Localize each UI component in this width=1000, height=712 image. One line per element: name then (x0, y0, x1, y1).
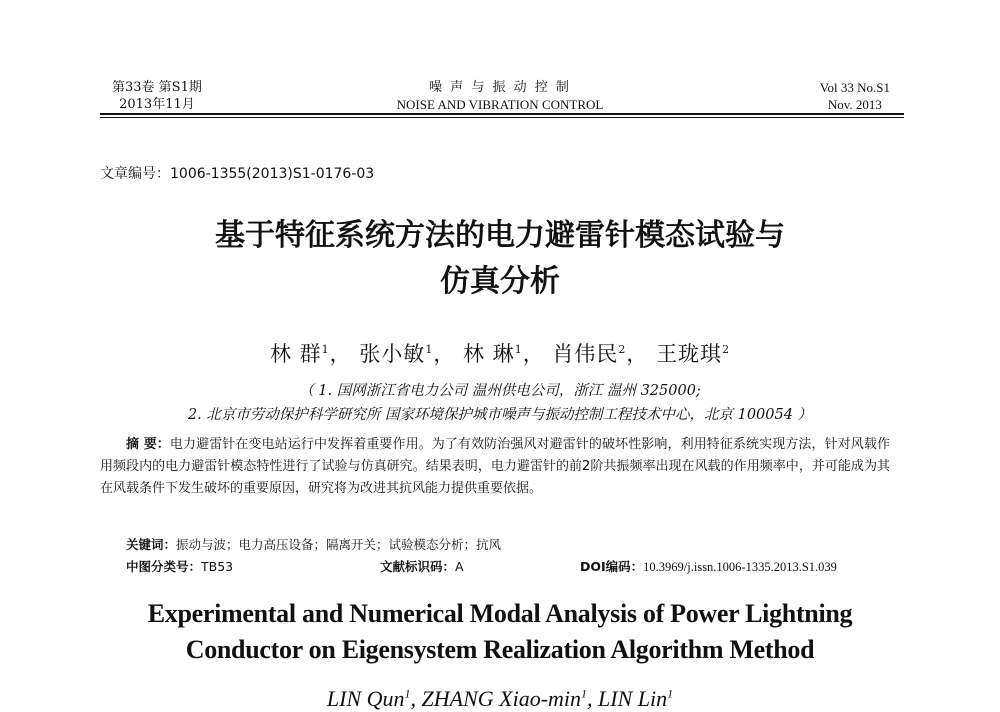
header-date-en: Nov. 2013 (827, 97, 882, 112)
authors-en (0, 686, 1000, 712)
author-en: LIN Qun$^1$, (326, 686, 422, 711)
keywords (126, 535, 501, 553)
header-rule-thick (100, 113, 904, 115)
header-journal-zh: 噪 声 与 振 动 控 制 (429, 80, 571, 95)
author-en: LIN Lin$^1$ (598, 686, 674, 711)
clc-number: 中图分类号：TB53 (126, 559, 234, 574)
title-en-line2: Conductor on Eigensystem Realization Algorithm Method (185, 635, 815, 664)
title-zh-line1: 基于特征系统方法的电力避雷针模态试验与 (215, 218, 785, 253)
affiliation-line1: （ 1. 国网浙江省电力公司 温州供电公司，浙江 温州 325000; (299, 383, 701, 399)
document-code: 文献标识码：A (380, 559, 464, 574)
header-date-zh: 2013年11月 (119, 97, 195, 112)
keywords-label: 关键词： (126, 537, 177, 552)
article-number: 文章编号：1006-1355(2013)S1-0176-03 (100, 166, 375, 182)
abstract-text: 电力避雷针在变电站运行中发挥着重要作用。为了有效防治强风对避雷针的破坏性影响，利用特征系统实现方法，针对风载作用频段内的电力避雷针模态特性进行了试验与仿真研究。结果表明，电力避雷针的前2阶共振频率出现在风载的作用频率中，并可能成为其在风载条件下发生破坏的重要原因，研究将为改进其抗风能力提供重要依据。 (100, 437, 890, 496)
title-zh-line2: 仿真分析 (440, 264, 560, 299)
author-zh: 林 群$^1$， (269, 342, 352, 366)
affiliation-line2: 2. 北京市劳动保护科学研究所 国家环境保护城市噪声与振动控制工程技术中心，北京 100054 ） (187, 407, 813, 423)
header-volume-zh: 第33卷 第S1期 (112, 80, 202, 95)
header-journal-en: NOISE AND VIBRATION CONTROL (396, 97, 604, 112)
header-volume-en: Vol 33 No.S1 (819, 80, 890, 95)
header-rule-thin (100, 117, 904, 118)
keywords-text: 振动与波；电力高压设备；隔离开关；试验模态分析；抗风 (176, 537, 502, 552)
author-en: ZHANG Xiao-$\min^1$, (421, 686, 599, 711)
author-zh: 王珑琪$^2$ (656, 342, 731, 366)
author-zh: 张小敏$^1$， (359, 342, 456, 366)
author-zh: 林 琳$^1$， (463, 342, 545, 366)
title-en-line1: Experimental and Numerical Modal Analysis of Power Lightning (147, 599, 853, 628)
doi: DOI编码：10.3969/j.issn.1006-1335.2013.S1.039 (580, 559, 837, 574)
abstract (100, 434, 890, 500)
authors-zh (0, 338, 1000, 368)
abstract-label: 摘 要： (126, 437, 170, 452)
author-zh: 肖伟民$^2$， (552, 342, 649, 366)
header-right (820, 79, 890, 113)
